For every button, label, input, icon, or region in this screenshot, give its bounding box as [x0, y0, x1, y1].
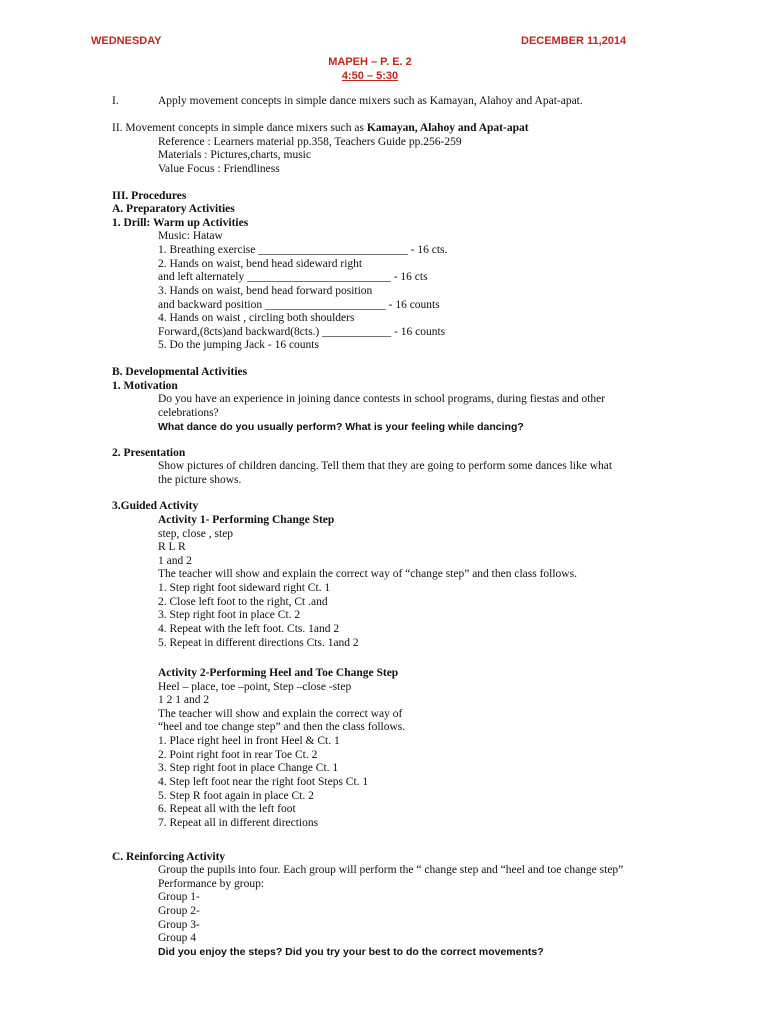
activity2-line: “heel and toe change step” and then the class follows.: [158, 721, 406, 733]
objective-text: Apply movement concepts in simple dance mixers such as Kamayan, Alahoy and Apat-apat.: [158, 95, 583, 107]
drill-heading: 1. Drill: Warm up Activities: [112, 217, 249, 229]
reference-line: Reference : Learners material pp.358, Teachers Guide pp.256-259: [158, 136, 462, 148]
drill-line: and backward position _____________________ - 16 counts: [158, 299, 440, 311]
music-line: Music: Hataw: [158, 230, 223, 242]
motivation-line: Do you have an experience in joining dance contests in school programs, during fiestas and other: [158, 393, 606, 405]
group-line: Group 1-: [158, 891, 200, 903]
activity1-heading: Activity 1- Performing Change Step: [158, 514, 335, 526]
presentation-heading: 2. Presentation: [112, 447, 186, 459]
activity1-line: 3. Step right foot in place Ct. 2: [158, 609, 301, 621]
drill-line: and left alternately _________________________ - 16 cts: [158, 271, 428, 283]
dance-names: Kamayan, Alahoy and Apat-apat: [366, 122, 529, 134]
presentation-line: Show pictures of children dancing. Tell them that they are going to perform some dances like what: [158, 460, 613, 472]
subject-matter-numeral: II.: [112, 122, 123, 134]
developmental-heading: B. Developmental Activities: [112, 366, 248, 378]
activity2-line: 7. Repeat all in different directions: [158, 817, 319, 829]
procedures-heading: III. Procedures: [112, 190, 187, 202]
group-line: Group 4: [158, 932, 197, 944]
motivation-heading: 1. Motivation: [112, 380, 178, 392]
drill-line: 3. Hands on waist, bend head forward position: [158, 285, 373, 297]
activity1-line: 4. Repeat with the left foot. Cts. 1and 2: [158, 623, 340, 635]
activity2-line: 6. Repeat all with the left foot: [158, 803, 296, 815]
activity2-heading: Activity 2-Performing Heel and Toe Change Step: [158, 667, 399, 679]
motivation-question: What dance do you usually perform? What is your feeling while dancing?: [158, 421, 524, 433]
drill-line: Forward,(8cts)and backward(8cts.) ____________ - 16 counts: [158, 326, 446, 338]
activity1-line: step, close , step: [158, 528, 234, 540]
subject-title: MAPEH – P. E. 2: [328, 56, 412, 68]
activity2-line: The teacher will show and explain the correct way of: [158, 708, 403, 720]
objective-numeral: I.: [112, 95, 119, 107]
activity1-line: The teacher will show and explain the correct way of “change step” and then class follows.: [158, 568, 577, 580]
group-line: Group 2-: [158, 905, 200, 917]
activity2-line: 3. Step right foot in place Change Ct. 1: [158, 762, 339, 774]
reinforcing-line: Group the pupils into four. Each group will perform the “ change step and “heel and toe change step”: [158, 864, 624, 876]
reinforcing-heading: C. Reinforcing Activity: [112, 851, 226, 863]
activity2-line: 4. Step left foot near the right foot Steps Ct. 1: [158, 776, 369, 788]
activity1-line: 1. Step right foot sideward right Ct. 1: [158, 582, 331, 594]
presentation-line: the picture shows.: [158, 474, 242, 486]
reinforcing-line: Performance by group:: [158, 878, 265, 890]
drill-line: 1. Breathing exercise __________________________ - 16 cts.: [158, 244, 448, 256]
drill-line: 4. Hands on waist , circling both shoulders: [158, 312, 355, 324]
date-label: DECEMBER 11,2014: [521, 35, 627, 47]
materials-line: Materials : Pictures,charts, music: [158, 149, 311, 161]
subject-matter-line: [112, 122, 529, 136]
guided-heading: 3.Guided Activity: [112, 500, 199, 512]
time-label: 4:50 – 5:30: [341, 70, 399, 82]
activity2-line: Heel – place, toe –point, Step –close -step: [158, 681, 352, 693]
day-label: WEDNESDAY: [91, 35, 162, 47]
activity1-line: 1 and 2: [158, 555, 192, 567]
reinforcing-question: Did you enjoy the steps? Did you try your best to do the correct movements?: [158, 946, 544, 958]
activity2-line: 5. Step R foot again in place Ct. 2: [158, 790, 314, 802]
group-line: Group 3-: [158, 919, 200, 931]
activity2-line: 2. Point right foot in rear Toe Ct. 2: [158, 749, 318, 761]
activity1-line: 5. Repeat in different directions Cts. 1and 2: [158, 637, 359, 649]
activity2-line: 1. Place right heel in front Heel & Ct. 1: [158, 735, 340, 747]
activity2-line: 1 2 1 and 2: [158, 694, 210, 706]
motivation-line: celebrations?: [158, 407, 219, 419]
value-focus-line: Value Focus : Friendliness: [158, 163, 280, 175]
preparatory-heading: A. Preparatory Activities: [112, 203, 235, 215]
activity1-line: 2. Close left foot to the right, Ct .and: [158, 596, 328, 608]
subject-matter-text: Movement concepts in simple dance mixers such as: [125, 122, 364, 134]
drill-line: 5. Do the jumping Jack - 16 counts: [158, 339, 319, 351]
activity1-line: R L R: [158, 541, 186, 553]
drill-line: 2. Hands on waist, bend head sideward right: [158, 258, 363, 270]
